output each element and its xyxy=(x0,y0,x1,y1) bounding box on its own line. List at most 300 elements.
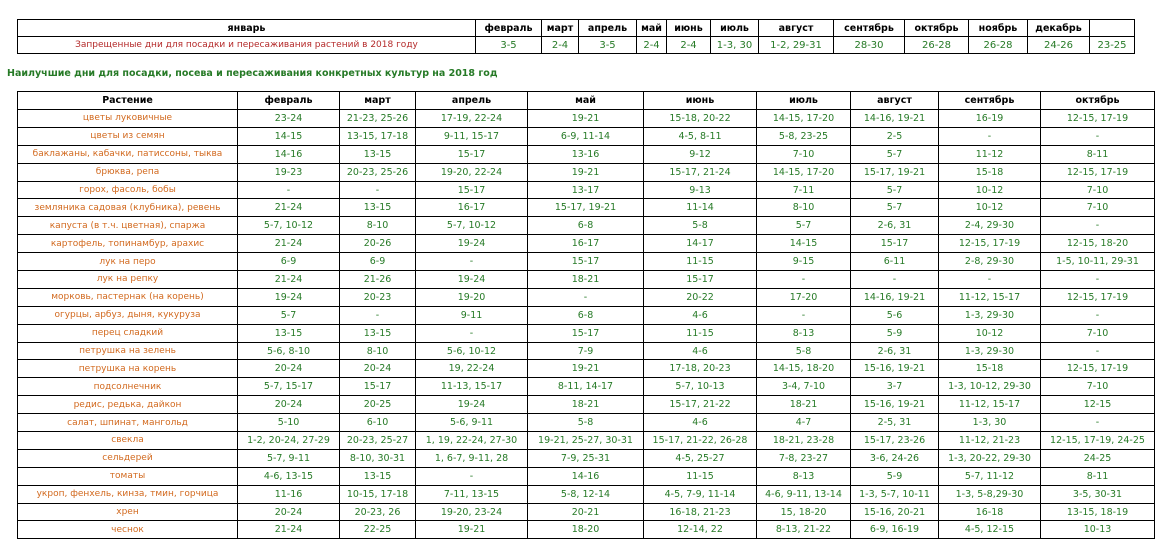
best-days-cell: 18-21, 23-28 xyxy=(757,432,851,450)
month-header: сентябрь xyxy=(834,20,905,37)
best-days-cell: 20-24 xyxy=(238,396,340,414)
crop-name-cell: чеснок xyxy=(18,521,238,539)
month-header: май xyxy=(637,20,667,37)
best-days-cell: 5-7 xyxy=(757,217,851,235)
best-days-cell: 4-6 xyxy=(644,342,757,360)
best-days-cell: 20-24 xyxy=(340,360,416,378)
crop-name-cell: перец сладкий xyxy=(18,324,238,342)
best-days-cell: - xyxy=(1041,271,1155,289)
best-days-cell: 19-21 xyxy=(528,360,644,378)
month-header: август xyxy=(759,20,834,37)
best-days-cell: 6-11 xyxy=(851,253,939,271)
best-days-cell: 11-12, 15-17 xyxy=(939,288,1041,306)
best-days-cell: 19, 22-24 xyxy=(416,360,528,378)
crop-name-cell: огурцы, арбуз, дыня, кукуруза xyxy=(18,306,238,324)
best-days-cell: 1-5, 10-11, 29-31 xyxy=(1041,253,1155,271)
best-days-cell: 19-21, 25-27, 30-31 xyxy=(528,432,644,450)
best-days-cell: 5-8 xyxy=(757,342,851,360)
best-days-cell: 3-4, 7-10 xyxy=(757,378,851,396)
crop-name-cell: подсолнечник xyxy=(18,378,238,396)
table-row xyxy=(18,396,1155,414)
best-days-cell: 5-7 xyxy=(238,306,340,324)
best-days-cell: - xyxy=(757,306,851,324)
best-days-cell: 15-17, 21-22 xyxy=(644,396,757,414)
best-days-cell: 14-15, 18-20 xyxy=(757,360,851,378)
best-days-cell: 4-5, 8-11 xyxy=(644,127,757,145)
best-days-cell: 8-11 xyxy=(1041,467,1155,485)
best-days-cell: 13-15 xyxy=(340,324,416,342)
best-days-cell: 19-24 xyxy=(416,235,528,253)
best-days-cell: 5-7 xyxy=(851,145,939,163)
best-days-cell: 15-17, 21-24 xyxy=(644,163,757,181)
best-days-cell: 20-22 xyxy=(644,288,757,306)
best-days-cell: 11-13, 15-17 xyxy=(416,378,528,396)
best-days-cell: 14-16 xyxy=(528,467,644,485)
best-days-cell: 8-13 xyxy=(757,467,851,485)
best-days-cell: 18-21 xyxy=(528,396,644,414)
month-column-header: октябрь xyxy=(1041,92,1155,110)
best-days-cell: 13-17 xyxy=(528,181,644,199)
best-days-cell: 16-17 xyxy=(528,235,644,253)
best-days-cell: 1-3, 10-12, 29-30 xyxy=(939,378,1041,396)
best-days-cell: 7-11, 13-15 xyxy=(416,485,528,503)
best-days-cell: 15-17 xyxy=(416,145,528,163)
forbidden-days-cell: 26-28 xyxy=(969,37,1028,54)
best-days-cell: - xyxy=(340,181,416,199)
best-days-cell: 3-5, 30-31 xyxy=(1041,485,1155,503)
crop-name-cell: петрушка на корень xyxy=(18,360,238,378)
best-days-cell: 20-23, 26 xyxy=(340,503,416,521)
best-days-cell: 4-7 xyxy=(757,414,851,432)
month-header-spacer xyxy=(1090,20,1135,37)
best-days-cell: 13-16 xyxy=(528,145,644,163)
best-days-cell: 21-23, 25-26 xyxy=(340,110,416,128)
forbidden-days-cell: 1-2, 29-31 xyxy=(759,37,834,54)
best-days-cell: 11-15 xyxy=(644,253,757,271)
best-days-cell: 19-20, 23-24 xyxy=(416,503,528,521)
table-row xyxy=(18,217,1155,235)
best-days-cell: 8-11, 14-17 xyxy=(528,378,644,396)
month-column-header: май xyxy=(528,92,644,110)
month-header: январь xyxy=(18,20,476,37)
table-row xyxy=(18,127,1155,145)
best-days-cell: 9-11, 15-17 xyxy=(416,127,528,145)
best-days-cell: - xyxy=(340,306,416,324)
best-days-cell: 15-16, 19-21 xyxy=(851,360,939,378)
best-days-cell: 19-20 xyxy=(416,288,528,306)
best-days-cell: 21-24 xyxy=(238,235,340,253)
best-days-cell: 15-17 xyxy=(528,253,644,271)
best-days-cell: - xyxy=(939,127,1041,145)
table-row xyxy=(18,110,1155,128)
best-days-cell: 7-10 xyxy=(1041,324,1155,342)
best-days-cell: 22-25 xyxy=(340,521,416,539)
best-days-cell: 5-8, 12-14 xyxy=(528,485,644,503)
forbidden-days-cell: 3-5 xyxy=(579,37,637,54)
best-days-cell: 9-15 xyxy=(757,253,851,271)
best-days-cell: 12-15, 17-19 xyxy=(939,235,1041,253)
best-days-cell: 6-9, 11-14 xyxy=(528,127,644,145)
table-row xyxy=(18,253,1155,271)
table-row xyxy=(18,163,1155,181)
crop-name-cell: лук на репку xyxy=(18,271,238,289)
best-days-cell: 5-7, 10-12 xyxy=(238,217,340,235)
best-days-cell: 5-7, 9-11 xyxy=(238,449,340,467)
best-days-cell: 10-12 xyxy=(939,324,1041,342)
best-header-row xyxy=(18,92,1155,110)
best-days-title: Наилучшие дни для посадки, посева и пересаживания конкретных культур на 2018 год xyxy=(7,68,498,79)
best-days-cell: 9-13 xyxy=(644,181,757,199)
best-days-cell: 3-6, 24-26 xyxy=(851,449,939,467)
best-days-cell: 7-9, 25-31 xyxy=(528,449,644,467)
best-days-cell: 20-21 xyxy=(528,503,644,521)
best-days-cell: 8-10 xyxy=(340,342,416,360)
best-days-cell: 5-7, 10-12 xyxy=(416,217,528,235)
best-days-cell: 7-9 xyxy=(528,342,644,360)
best-days-cell: 15-18 xyxy=(939,163,1041,181)
best-days-cell: - xyxy=(1041,342,1155,360)
best-days-cell: - xyxy=(1041,127,1155,145)
best-days-cell: 8-11 xyxy=(1041,145,1155,163)
forbidden-label: Запрещенные дни для посадки и пересаживания растений в 2018 году xyxy=(18,37,476,54)
best-days-cell: 11-15 xyxy=(644,324,757,342)
best-days-cell: 7-10 xyxy=(1041,181,1155,199)
best-days-cell: 14-16 xyxy=(238,145,340,163)
best-days-cell: 12-15, 17-19 xyxy=(1041,110,1155,128)
best-days-cell: 15-17 xyxy=(528,324,644,342)
best-days-cell: 20-26 xyxy=(340,235,416,253)
best-days-cell: 4-6 xyxy=(644,306,757,324)
crop-name-cell: сельдерей xyxy=(18,449,238,467)
best-days-cell: 20-23, 25-27 xyxy=(340,432,416,450)
best-days-cell: - xyxy=(416,324,528,342)
best-days-cell: 1-2, 20-24, 27-29 xyxy=(238,432,340,450)
best-days-cell: - xyxy=(416,467,528,485)
best-days-cell: 19-24 xyxy=(238,288,340,306)
best-days-cell: 15-16, 19-21 xyxy=(851,396,939,414)
best-days-cell: 1, 6-7, 9-11, 28 xyxy=(416,449,528,467)
best-days-cell: 16-17 xyxy=(416,199,528,217)
best-days-cell: 15-17, 23-26 xyxy=(851,432,939,450)
best-days-cell: 15-17 xyxy=(644,271,757,289)
best-days-cell: 15-17, 19-21 xyxy=(851,163,939,181)
best-days-cell: 13-15, 18-19 xyxy=(1041,503,1155,521)
best-days-cell: 12-15, 17-19 xyxy=(1041,163,1155,181)
best-days-cell: 3-7 xyxy=(851,378,939,396)
best-days-cell: 2-4, 29-30 xyxy=(939,217,1041,235)
best-days-cell: 2-5 xyxy=(851,127,939,145)
month-column-header: сентябрь xyxy=(939,92,1041,110)
best-days-cell: 20-24 xyxy=(238,503,340,521)
best-days-cell: 15-17 xyxy=(340,378,416,396)
best-days-cell: 1-3, 29-30 xyxy=(939,306,1041,324)
crop-name-cell: брюква, репа xyxy=(18,163,238,181)
best-days-cell: 14-15, 17-20 xyxy=(757,163,851,181)
best-days-cell: - xyxy=(238,181,340,199)
best-days-cell: 4-6 xyxy=(644,414,757,432)
month-header: апрель xyxy=(579,20,637,37)
best-days-cell: 11-16 xyxy=(238,485,340,503)
table-row xyxy=(18,324,1155,342)
best-days-cell: 5-6, 9-11 xyxy=(416,414,528,432)
best-days-cell: 5-7, 10-13 xyxy=(644,378,757,396)
best-days-cell: 19-20, 22-24 xyxy=(416,163,528,181)
best-days-cell: 2-5, 31 xyxy=(851,414,939,432)
forbidden-header-row xyxy=(18,20,1135,37)
best-days-cell: 5-6, 10-12 xyxy=(416,342,528,360)
best-days-cell: 1-3, 5-8,29-30 xyxy=(939,485,1041,503)
best-days-cell: 6-9 xyxy=(238,253,340,271)
best-days-cell: 19-21 xyxy=(528,163,644,181)
best-days-cell: 5-10 xyxy=(238,414,340,432)
best-days-cell: 12-15, 18-20 xyxy=(1041,235,1155,253)
best-days-cell: 23-24 xyxy=(238,110,340,128)
best-days-cell: - xyxy=(1041,414,1155,432)
best-days-cell: 11-12, 15-17 xyxy=(939,396,1041,414)
best-days-cell: 14-17 xyxy=(644,235,757,253)
best-days-cell: 8-13, 21-22 xyxy=(757,521,851,539)
month-column-header: март xyxy=(340,92,416,110)
month-header: октябрь xyxy=(905,20,969,37)
best-days-cell: 11-15 xyxy=(644,467,757,485)
table-row xyxy=(18,145,1155,163)
best-days-cell: 10-12 xyxy=(939,199,1041,217)
best-days-cell: 6-10 xyxy=(340,414,416,432)
best-days-cell: 15-17 xyxy=(416,181,528,199)
table-row xyxy=(18,288,1155,306)
table-row xyxy=(18,378,1155,396)
best-days-cell: 15-18, 20-22 xyxy=(644,110,757,128)
crop-name-cell: баклажаны, кабачки, патиссоны, тыква xyxy=(18,145,238,163)
forbidden-days-cell: 26-28 xyxy=(905,37,969,54)
forbidden-values-row xyxy=(18,37,1135,54)
table-row xyxy=(18,306,1155,324)
best-days-cell: 19-24 xyxy=(416,271,528,289)
crop-name-cell: морковь, пастернак (на корень) xyxy=(18,288,238,306)
best-days-cell: 5-8 xyxy=(644,217,757,235)
best-days-cell: 7-8, 23-27 xyxy=(757,449,851,467)
best-days-table xyxy=(17,91,1155,539)
best-days-cell: 8-10, 30-31 xyxy=(340,449,416,467)
best-days-cell: 15-17, 21-22, 26-28 xyxy=(644,432,757,450)
table-row xyxy=(18,271,1155,289)
best-days-cell: 6-8 xyxy=(528,306,644,324)
best-days-cell: 7-10 xyxy=(757,145,851,163)
crop-name-cell: свекла xyxy=(18,432,238,450)
best-days-cell: 20-23, 25-26 xyxy=(340,163,416,181)
best-days-cell: 20-24 xyxy=(238,360,340,378)
best-days-cell: 12-14, 22 xyxy=(644,521,757,539)
best-days-cell: 15-18 xyxy=(939,360,1041,378)
best-days-cell: 5-8 xyxy=(528,414,644,432)
best-days-cell: 18-21 xyxy=(757,396,851,414)
best-days-cell: 18-21 xyxy=(528,271,644,289)
best-days-cell: 15, 18-20 xyxy=(757,503,851,521)
best-days-cell: - xyxy=(1041,217,1155,235)
crop-name-cell: горох, фасоль, бобы xyxy=(18,181,238,199)
best-days-cell: 11-12, 21-23 xyxy=(939,432,1041,450)
table-row xyxy=(18,414,1155,432)
best-days-cell: 12-15, 17-19 xyxy=(1041,360,1155,378)
crop-name-cell: редис, редька, дайкон xyxy=(18,396,238,414)
best-days-cell: 13-15 xyxy=(340,145,416,163)
best-days-cell: 16-18 xyxy=(939,503,1041,521)
best-days-cell: 4-5, 7-9, 11-14 xyxy=(644,485,757,503)
best-days-cell: 9-11 xyxy=(416,306,528,324)
best-days-cell: 12-15 xyxy=(1041,396,1155,414)
best-days-cell: 1-3, 20-22, 29-30 xyxy=(939,449,1041,467)
best-days-cell: 2-8, 29-30 xyxy=(939,253,1041,271)
best-days-cell: 12-15, 17-19, 24-25 xyxy=(1041,432,1155,450)
best-days-cell: 5-6 xyxy=(851,306,939,324)
crop-name-cell: салат, шпинат, мангольд xyxy=(18,414,238,432)
forbidden-days-cell: 2-4 xyxy=(667,37,711,54)
best-days-cell: 6-9, 16-19 xyxy=(851,521,939,539)
best-days-cell: 14-15 xyxy=(757,235,851,253)
best-days-cell: 8-10 xyxy=(340,217,416,235)
best-days-cell: 13-15, 17-18 xyxy=(340,127,416,145)
crop-name-cell: цветы луковичные xyxy=(18,110,238,128)
best-days-cell: 17-20 xyxy=(757,288,851,306)
best-days-cell: 6-8 xyxy=(528,217,644,235)
forbidden-days-cell: 2-4 xyxy=(542,37,579,54)
best-days-cell: 5-7, 11-12 xyxy=(939,467,1041,485)
best-days-cell: 10-12 xyxy=(939,181,1041,199)
forbidden-days-cell: 24-26 xyxy=(1028,37,1090,54)
table-row xyxy=(18,432,1155,450)
best-days-cell: 12-15, 17-19 xyxy=(1041,288,1155,306)
best-days-cell: 5-6, 8-10 xyxy=(238,342,340,360)
best-days-cell: 1, 19, 22-24, 27-30 xyxy=(416,432,528,450)
best-days-cell: 20-23 xyxy=(340,288,416,306)
best-days-cell: - xyxy=(1041,306,1155,324)
table-row xyxy=(18,360,1155,378)
best-days-cell: 2-6, 31 xyxy=(851,217,939,235)
forbidden-days-cell: 28-30 xyxy=(834,37,905,54)
best-days-cell: 13-15 xyxy=(238,324,340,342)
month-column-header: июль xyxy=(757,92,851,110)
best-days-cell: 7-11 xyxy=(757,181,851,199)
month-column-header: август xyxy=(851,92,939,110)
crop-name-cell: хрен xyxy=(18,503,238,521)
table-row xyxy=(18,449,1155,467)
month-header: март xyxy=(542,20,579,37)
table-row xyxy=(18,485,1155,503)
best-days-cell: - xyxy=(851,271,939,289)
best-days-cell: - xyxy=(757,271,851,289)
best-days-cell: 16-19 xyxy=(939,110,1041,128)
table-row xyxy=(18,521,1155,539)
month-header: июнь xyxy=(667,20,711,37)
best-days-cell: 5-8, 23-25 xyxy=(757,127,851,145)
table-row xyxy=(18,503,1155,521)
best-days-cell: 4-5, 25-27 xyxy=(644,449,757,467)
crop-name-cell: земляника садовая (клубника), ревень xyxy=(18,199,238,217)
best-days-cell: 7-10 xyxy=(1041,378,1155,396)
best-days-cell: 21-24 xyxy=(238,199,340,217)
best-days-cell: 8-13 xyxy=(757,324,851,342)
best-days-cell: 17-18, 20-23 xyxy=(644,360,757,378)
crop-column-header: Растение xyxy=(18,92,238,110)
best-days-cell: 19-21 xyxy=(416,521,528,539)
best-days-cell: 5-7 xyxy=(851,199,939,217)
best-days-cell: 14-15 xyxy=(238,127,340,145)
month-header: декабрь xyxy=(1028,20,1090,37)
month-column-header: июнь xyxy=(644,92,757,110)
best-days-cell: 19-24 xyxy=(416,396,528,414)
forbidden-days-cell: 3-5 xyxy=(476,37,542,54)
best-days-cell: 19-23 xyxy=(238,163,340,181)
best-days-cell: 17-19, 22-24 xyxy=(416,110,528,128)
forbidden-days-cell: 1-3, 30 xyxy=(711,37,759,54)
month-header: февраль xyxy=(476,20,542,37)
best-days-cell: 5-7, 15-17 xyxy=(238,378,340,396)
best-days-cell: 24-25 xyxy=(1041,449,1155,467)
crop-name-cell: укроп, фенхель, кинза, тмин, горчица xyxy=(18,485,238,503)
best-days-cell: 4-6, 9-11, 13-14 xyxy=(757,485,851,503)
best-days-cell: 2-6, 31 xyxy=(851,342,939,360)
best-days-cell: 1-3, 30 xyxy=(939,414,1041,432)
best-days-cell: 9-12 xyxy=(644,145,757,163)
forbidden-days-table xyxy=(17,19,1135,54)
best-days-cell: - xyxy=(416,253,528,271)
best-days-cell: 14-15, 17-20 xyxy=(757,110,851,128)
month-column-header: февраль xyxy=(238,92,340,110)
best-days-cell: 1-3, 29-30 xyxy=(939,342,1041,360)
best-days-cell: 21-24 xyxy=(238,521,340,539)
best-days-cell: 16-18, 21-23 xyxy=(644,503,757,521)
best-days-cell: - xyxy=(528,288,644,306)
table-row xyxy=(18,342,1155,360)
best-days-cell: 11-14 xyxy=(644,199,757,217)
crop-name-cell: петрушка на зелень xyxy=(18,342,238,360)
best-days-cell: 10-13 xyxy=(1041,521,1155,539)
table-row xyxy=(18,199,1155,217)
crop-name-cell: капуста (в т.ч. цветная), спаржа xyxy=(18,217,238,235)
best-days-cell: 21-26 xyxy=(340,271,416,289)
best-days-cell: 19-21 xyxy=(528,110,644,128)
month-column-header: апрель xyxy=(416,92,528,110)
best-days-cell: 8-10 xyxy=(757,199,851,217)
table-row xyxy=(18,235,1155,253)
best-days-cell: 5-7 xyxy=(851,181,939,199)
best-days-cell: 13-15 xyxy=(340,199,416,217)
best-days-cell: 7-10 xyxy=(1041,199,1155,217)
best-days-cell: 18-20 xyxy=(528,521,644,539)
forbidden-days-cell: 23-25 xyxy=(1090,37,1135,54)
best-days-cell: 5-9 xyxy=(851,324,939,342)
forbidden-days-cell: 2-4 xyxy=(637,37,667,54)
crop-name-cell: цветы из семян xyxy=(18,127,238,145)
best-days-cell: 6-9 xyxy=(340,253,416,271)
best-days-cell: 14-16, 19-21 xyxy=(851,288,939,306)
best-days-cell: 11-12 xyxy=(939,145,1041,163)
best-days-cell: 15-16, 20-21 xyxy=(851,503,939,521)
crop-name-cell: картофель, топинамбур, арахис xyxy=(18,235,238,253)
best-days-cell: 15-17, 19-21 xyxy=(528,199,644,217)
month-header: ноябрь xyxy=(969,20,1028,37)
table-row xyxy=(18,181,1155,199)
best-days-cell: 20-25 xyxy=(340,396,416,414)
best-days-cell: 1-3, 5-7, 10-11 xyxy=(851,485,939,503)
table-row xyxy=(18,467,1155,485)
best-days-cell: 13-15 xyxy=(340,467,416,485)
month-header: июль xyxy=(711,20,759,37)
best-days-cell: 4-5, 12-15 xyxy=(939,521,1041,539)
best-days-cell: 10-15, 17-18 xyxy=(340,485,416,503)
crop-name-cell: томаты xyxy=(18,467,238,485)
best-days-cell: 14-16, 19-21 xyxy=(851,110,939,128)
